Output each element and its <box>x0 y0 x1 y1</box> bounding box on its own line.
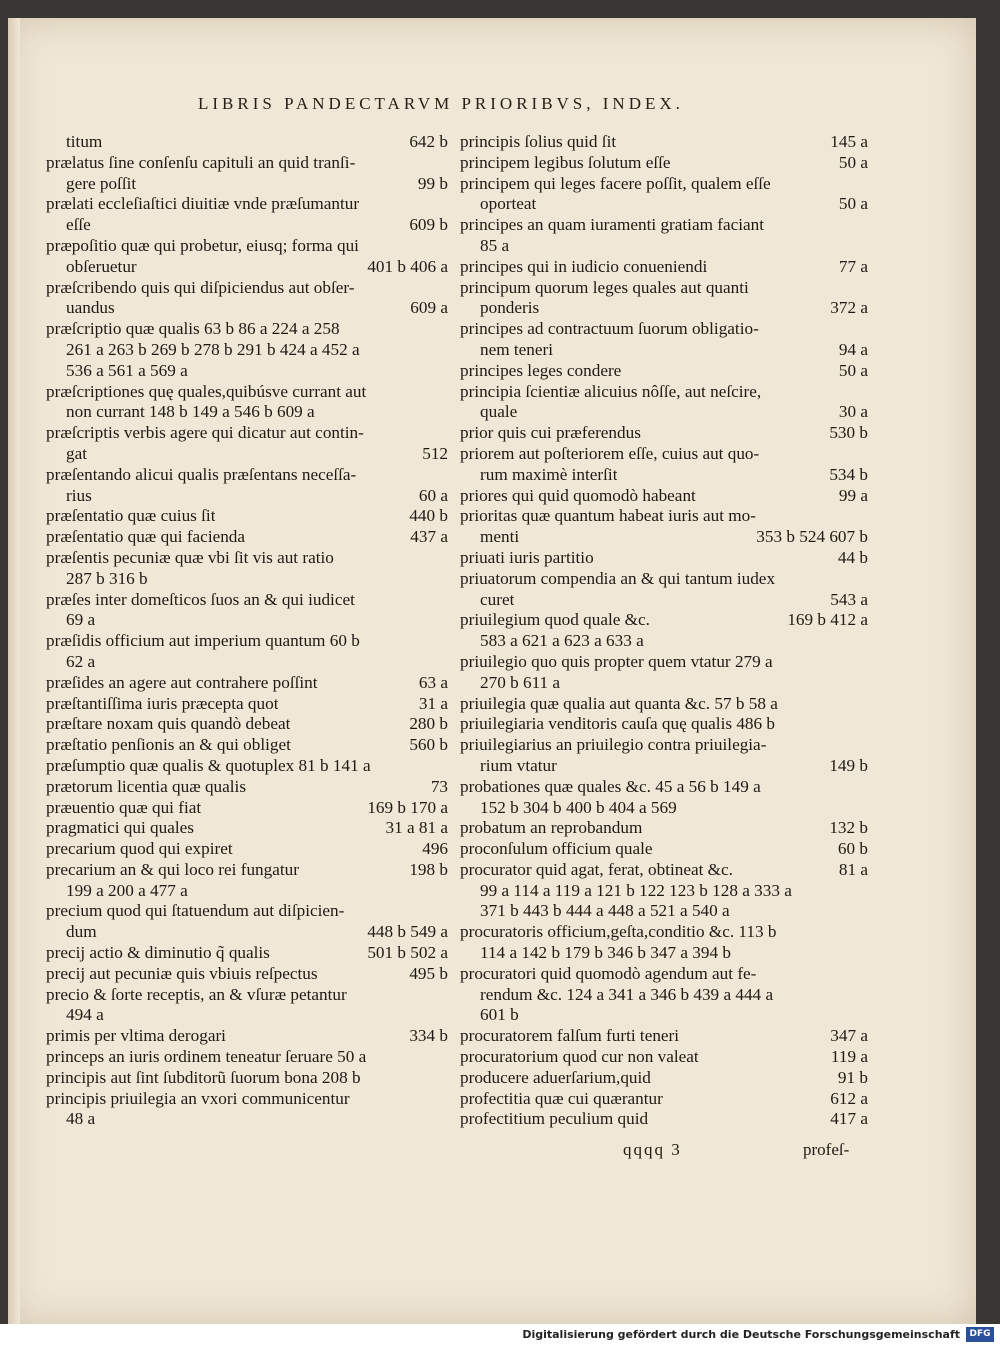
entry-text: prætorum licentia quæ qualis <box>46 776 247 796</box>
book-page <box>8 18 976 1324</box>
entry-text: principis ſolius quid ſit <box>460 132 617 151</box>
index-entry <box>460 590 868 611</box>
index-entry <box>46 673 448 694</box>
entry-text: oporteat <box>480 194 537 214</box>
index-entry <box>460 548 868 569</box>
entry-text: 48 a <box>66 1109 96 1129</box>
left-column <box>46 132 448 1130</box>
entry-text: præuentio quæ qui fiat <box>46 797 202 817</box>
index-entry <box>46 1068 448 1089</box>
index-entry <box>460 423 868 444</box>
entry-text: profectitia quæ cui quærantur <box>460 1088 663 1108</box>
entry-reference <box>862 798 868 819</box>
entry-text: uandus <box>66 298 115 318</box>
entry-reference: 50 a <box>838 194 868 214</box>
index-entry <box>460 236 868 257</box>
entry-text: principes qui in iudicio conueniendi <box>460 256 708 276</box>
entry-reference <box>442 402 448 423</box>
entry-text: præſides an agere aut contrahere poſſint <box>46 672 318 692</box>
entry-text: 601 b <box>480 1005 519 1025</box>
entry-text: priuilegio quo quis propter quem vtatur 279 a <box>460 651 773 671</box>
entry-text: principes leges condere <box>460 360 622 380</box>
entry-reference: 417 a <box>830 1109 868 1129</box>
entry-text: rum maximè interſit <box>480 464 618 484</box>
entry-text: non currant 148 b 149 a 546 b 609 a <box>66 402 315 422</box>
entry-text: gere poſſit <box>66 173 137 193</box>
entry-text: precium quod qui ſtatuendum aut diſpicien- <box>46 901 345 921</box>
entry-reference <box>442 1089 448 1110</box>
catchword: profeſ- <box>803 1140 850 1159</box>
entry-text: producere aduerſarium,quid <box>460 1067 651 1087</box>
entry-text: precij actio & diminutio q̃ qualis <box>46 943 270 963</box>
index-entry <box>460 194 868 215</box>
index-entry <box>46 839 448 860</box>
entry-reference <box>862 714 868 735</box>
entry-text: principes ad contractuum ſuorum obligatio- <box>460 319 759 339</box>
index-entry <box>460 132 868 153</box>
entry-text: 287 b 316 b <box>66 568 148 588</box>
index-entry <box>460 319 868 340</box>
entry-text: præſentatio quæ qui facienda <box>46 527 246 547</box>
entry-text: nem teneri <box>480 339 554 359</box>
entry-reference: 560 b <box>409 735 448 755</box>
entry-reference <box>442 153 448 174</box>
entry-reference <box>442 423 448 444</box>
index-entry <box>460 257 868 278</box>
index-entry <box>460 673 868 694</box>
index-entry <box>460 818 868 839</box>
index-entry <box>460 465 868 486</box>
entry-reference: 347 a <box>830 1026 868 1046</box>
entry-text: præſcriptiones quę quales,quibúsve currant aut <box>46 381 367 401</box>
index-entry <box>460 652 868 673</box>
entry-text: 494 a <box>66 1005 104 1025</box>
entry-reference <box>862 278 868 299</box>
index-entry <box>46 985 448 1006</box>
entry-text: præſentis pecuniæ quæ vbi ſit vis aut ratio <box>46 547 334 567</box>
index-entry <box>460 943 868 964</box>
entry-text: princeps an iuris ordinem teneatur ſeruare 50 a <box>46 1047 367 1067</box>
entry-text: 69 a <box>66 610 96 630</box>
index-entry <box>460 839 868 860</box>
index-entry <box>460 569 868 590</box>
entry-reference <box>442 194 448 215</box>
entry-reference: 77 a <box>838 256 868 276</box>
entry-reference: 99 a <box>838 485 868 505</box>
entry-reference: 280 b <box>409 714 448 734</box>
entry-text: 62 a <box>66 651 96 671</box>
index-entry <box>460 964 868 985</box>
right-column <box>460 132 868 1130</box>
entry-reference <box>442 361 448 382</box>
entry-reference <box>442 569 448 590</box>
entry-reference: 63 a <box>418 672 448 692</box>
entry-reference <box>442 756 448 777</box>
index-entry <box>460 1026 868 1047</box>
entry-reference <box>442 1068 448 1089</box>
index-entry <box>46 340 448 361</box>
entry-reference <box>442 340 448 361</box>
running-header: LIBRIS PANDECTARVM PRIORIBVS, INDEX. <box>198 94 684 113</box>
index-entry <box>460 382 868 403</box>
entry-text: 85 a <box>480 235 510 255</box>
index-entry <box>46 1005 448 1026</box>
entry-text: 99 a 114 a 119 a 121 b 122 123 b 128 a 333 a <box>480 880 792 900</box>
index-entry <box>46 361 448 382</box>
entry-reference <box>862 901 868 922</box>
entry-text: præpoſitio quæ qui probetur, eiusq; forma qui <box>46 235 359 255</box>
entry-reference: 50 a <box>838 152 868 172</box>
entry-text: prior quis cui præferendus <box>460 423 641 443</box>
entry-text: priuilegium quod quale &c. <box>460 610 650 630</box>
entry-reference <box>442 382 448 403</box>
index-entry <box>460 860 868 881</box>
dfg-logo: DFG <box>966 1327 994 1342</box>
entry-reference: 31 a 81 a <box>385 818 448 838</box>
index-entry <box>46 153 448 174</box>
entry-text: priuilegiarius an priuilegio contra priuilegia- <box>460 735 767 755</box>
entry-text: profectitium peculium quid <box>460 1109 649 1129</box>
entry-reference <box>442 901 448 922</box>
entry-text: procurator quid agat, ferat, obtineat &c. <box>460 859 733 879</box>
entry-text: principia ſcientiæ alicuius nôſſe, aut neſcire, <box>460 381 762 401</box>
entry-text: pragmatici qui quales <box>46 818 194 838</box>
index-entry <box>460 1089 868 1110</box>
entry-reference: 198 b <box>409 859 448 879</box>
entry-reference: 609 a <box>410 298 448 318</box>
entry-text: menti <box>480 527 520 547</box>
index-entry <box>460 735 868 756</box>
index-entry <box>460 486 868 507</box>
index-entry <box>46 527 448 548</box>
index-entry <box>460 527 868 548</box>
index-entry <box>460 298 868 319</box>
entry-text: probatum an reprobandum <box>460 818 643 838</box>
index-entry <box>460 361 868 382</box>
entry-reference: 31 a <box>418 693 448 713</box>
index-entry <box>46 694 448 715</box>
index-entry <box>46 1026 448 1047</box>
entry-reference: 145 a <box>830 132 868 151</box>
entry-reference <box>442 1109 448 1130</box>
index-entry <box>460 402 868 423</box>
index-entry <box>46 215 448 236</box>
index-entry <box>46 714 448 735</box>
index-entry <box>46 943 448 964</box>
entry-reference <box>862 922 868 943</box>
entry-text: priuati iuris partitio <box>460 547 594 567</box>
entry-text: primis per vltima derogari <box>46 1026 226 1046</box>
index-entry <box>46 382 448 403</box>
index-entry <box>460 1047 868 1068</box>
index-entry <box>46 298 448 319</box>
entry-reference: 440 b <box>409 506 448 526</box>
entry-text: præſtare noxam quis quandò debeat <box>46 714 291 734</box>
entry-text: titum <box>66 132 103 151</box>
entry-reference <box>862 631 868 652</box>
index-entry <box>46 818 448 839</box>
entry-text: priuilegiaria venditoris cauſa quę qualis 486 b <box>460 714 776 734</box>
entry-reference: 169 b 412 a <box>787 610 868 630</box>
index-entry <box>46 901 448 922</box>
entry-text: curet <box>480 589 515 609</box>
entry-reference: 30 a <box>838 402 868 422</box>
index-entry <box>46 652 448 673</box>
entry-reference <box>862 652 868 673</box>
entry-reference <box>862 1005 868 1026</box>
entry-reference: 94 a <box>838 339 868 359</box>
index-entry <box>460 610 868 631</box>
entry-text: precij aut pecuniæ quis vbiuis reſpectus <box>46 963 318 983</box>
index-entry <box>46 1047 448 1068</box>
entry-reference: 501 b 502 a <box>367 943 448 963</box>
entry-reference <box>862 964 868 985</box>
entry-reference <box>862 735 868 756</box>
entry-text: probationes quæ quales &c. 45 a 56 b 149 a <box>460 776 761 796</box>
entry-reference <box>442 319 448 340</box>
entry-reference <box>862 777 868 798</box>
index-entry <box>46 506 448 527</box>
entry-reference: 609 b <box>409 215 448 235</box>
entry-reference <box>442 590 448 611</box>
index-entry <box>460 881 868 902</box>
entry-reference <box>442 1047 448 1068</box>
entry-reference <box>862 569 868 590</box>
entry-reference: 81 a <box>838 859 868 879</box>
entry-reference: 401 b 406 a <box>367 256 448 276</box>
entry-reference: 353 b 524 607 b <box>756 527 868 547</box>
entry-reference <box>862 694 868 715</box>
entry-text: proconſulum officium quale <box>460 839 653 859</box>
index-entry <box>46 194 448 215</box>
entry-text: precarium quod qui expiret <box>46 839 233 859</box>
entry-text: 261 a 263 b 269 b 278 b 291 b 424 a 452 a <box>66 339 360 359</box>
entry-reference: 496 <box>422 839 448 859</box>
index-entry <box>46 278 448 299</box>
entry-text: procuratoris officium,geſta,conditio &c. 113 b <box>460 922 777 942</box>
index-entry <box>460 798 868 819</box>
index-entry <box>460 215 868 236</box>
entry-text: prælatus ſine conſenſu capituli an quid tranſi- <box>46 152 356 172</box>
entry-text: quale <box>480 402 518 422</box>
entry-text: precarium an & qui loco rei fungatur <box>46 859 299 879</box>
entry-text: principis priuilegia an vxori communicentur <box>46 1088 350 1108</box>
entry-reference: 60 a <box>418 485 448 505</box>
entry-text: præſes inter domeſticos ſuos an & qui iudicet <box>46 589 355 609</box>
signature-mark: qqqq 3 <box>623 1140 682 1159</box>
entry-text: gat <box>66 443 87 463</box>
entry-text: priuilegia quæ qualia aut quanta &c. 57 b 58 a <box>460 693 778 713</box>
entry-text: priuatorum compendia an & qui tantum iudex <box>460 568 776 588</box>
entry-reference: 437 a <box>410 527 448 547</box>
entry-text: precio & ſorte receptis, an & vſuræ petantur <box>46 984 347 1004</box>
entry-text: præſcribendo quis qui diſpiciendus aut obſer- <box>46 277 355 297</box>
entry-text: principem qui leges facere poſſit, qualem eſſe <box>460 173 771 193</box>
entry-reference <box>862 174 868 195</box>
index-entry <box>46 735 448 756</box>
index-entry <box>46 236 448 257</box>
entry-text: priorem aut poſteriorem eſſe, cuius aut quo- <box>460 443 760 463</box>
entry-text: 199 a 200 a 477 a <box>66 880 188 900</box>
entry-reference <box>862 506 868 527</box>
index-entry <box>460 174 868 195</box>
index-entry <box>46 631 448 652</box>
entry-text: procuratori quid quomodò agendum aut fe- <box>460 963 757 983</box>
entry-text: rendum &c. 124 a 341 a 346 b 439 a 444 a <box>480 984 774 1004</box>
index-entry <box>460 777 868 798</box>
index-entry <box>46 1089 448 1110</box>
entry-reference <box>442 652 448 673</box>
entry-reference <box>442 465 448 486</box>
index-entry <box>46 257 448 278</box>
index-entry <box>460 985 868 1006</box>
entry-text: principes an quam iuramenti gratiam faciant <box>460 215 765 235</box>
entry-reference <box>442 548 448 569</box>
entry-reference: 119 a <box>830 1047 868 1067</box>
entry-text: rium vtatur <box>480 755 557 775</box>
index-entry <box>460 922 868 943</box>
entry-reference: 149 b <box>829 755 868 775</box>
entry-reference <box>862 943 868 964</box>
entry-text: præſentatio quæ cuius ſit <box>46 506 216 526</box>
index-entry <box>460 506 868 527</box>
index-entry <box>46 319 448 340</box>
entry-text: priores qui quid quomodò habeant <box>460 485 696 505</box>
entry-text: 536 a 561 a 569 a <box>66 360 188 380</box>
index-entry <box>46 1109 448 1130</box>
index-entry <box>46 548 448 569</box>
index-entry <box>46 444 448 465</box>
entry-reference <box>442 236 448 257</box>
entry-text: præſidis officium aut imperium quantum 60 b <box>46 631 360 651</box>
index-entry <box>46 465 448 486</box>
index-entry <box>46 132 448 153</box>
index-entry <box>46 486 448 507</box>
entry-text: procuratorem falſum furti teneri <box>460 1026 680 1046</box>
entry-reference <box>442 881 448 902</box>
entry-text: 152 b 304 b 400 b 404 a 569 <box>480 797 677 817</box>
index-entry <box>460 153 868 174</box>
index-entry <box>46 756 448 777</box>
entry-text: præſcriptis verbis agere qui dicatur aut contin- <box>46 423 364 443</box>
entry-reference: 448 b 549 a <box>367 922 448 942</box>
entry-text: dum <box>66 922 97 942</box>
entry-reference <box>862 215 868 236</box>
entry-reference: 91 b <box>837 1067 868 1087</box>
entry-reference: 612 a <box>830 1088 868 1108</box>
page-edge <box>8 18 20 1324</box>
entry-reference <box>862 673 868 694</box>
index-entry <box>460 1005 868 1026</box>
entry-reference: 99 b <box>417 173 448 193</box>
credit-bar <box>0 1324 1000 1347</box>
entry-text: prioritas quæ quantum habeat iuris aut mo- <box>460 506 756 526</box>
entry-text: procuratorium quod cur non valeat <box>460 1047 699 1067</box>
entry-text: obſeruetur <box>66 256 137 276</box>
index-entry <box>460 444 868 465</box>
entry-reference <box>442 278 448 299</box>
index-entry <box>46 174 448 195</box>
entry-reference: 543 a <box>830 589 868 609</box>
entry-reference: 50 a <box>838 360 868 380</box>
index-entry <box>460 694 868 715</box>
index-entry <box>46 610 448 631</box>
entry-reference: 530 b <box>829 423 868 443</box>
index-entry <box>46 569 448 590</box>
entry-reference: 73 <box>430 776 448 796</box>
entry-text: præſumptio quæ qualis & quotuplex 81 b 141 a <box>46 755 371 775</box>
entry-text: præſtatio penſionis an & qui obliget <box>46 735 291 755</box>
entry-reference <box>442 610 448 631</box>
entry-text: rius <box>66 485 92 505</box>
entry-text: 270 b 611 a <box>480 672 561 692</box>
entry-reference: 534 b <box>829 464 868 484</box>
entry-reference <box>442 1005 448 1026</box>
entry-text: ponderis <box>480 298 540 318</box>
index-entry <box>460 1068 868 1089</box>
entry-text: 371 b 443 b 444 a 448 a 521 a 540 a <box>480 901 730 921</box>
entry-text: principis aut ſint ſubditorũ ſuorum bona 208 b <box>46 1067 361 1087</box>
entry-reference <box>862 319 868 340</box>
credit-text: Digitalisierung gefördert durch die Deutsche Forschungsgemeinschaft <box>522 1328 960 1341</box>
entry-text: præſentando alicui qualis præſentans neceſſa- <box>46 464 357 484</box>
entry-text: præſcriptio quæ qualis 63 b 86 a 224 a 258 <box>46 319 340 339</box>
entry-text: eſſe <box>66 215 91 235</box>
entry-reference <box>862 444 868 465</box>
index-entry <box>46 798 448 819</box>
entry-text: 114 a 142 b 179 b 346 b 347 a 394 b <box>480 943 731 963</box>
index-entry <box>46 964 448 985</box>
entry-reference: 132 b <box>829 818 868 838</box>
entry-reference: 169 b 170 a <box>367 797 448 817</box>
index-entry <box>46 860 448 881</box>
entry-reference <box>442 631 448 652</box>
index-entry <box>460 278 868 299</box>
index-entry <box>460 631 868 652</box>
entry-text: prælati eccleſiaſtici diuitiæ vnde præſumantur <box>46 194 360 214</box>
entry-text: principum quorum leges quales aut quanti <box>460 277 749 297</box>
entry-reference: 495 b <box>409 963 448 983</box>
entry-reference: 642 b <box>409 132 448 151</box>
entry-reference <box>862 881 868 902</box>
entry-reference: 44 b <box>837 547 868 567</box>
index-entry <box>46 590 448 611</box>
entry-text: principem legibus ſolutum eſſe <box>460 152 671 172</box>
index-entry <box>460 1109 868 1130</box>
index-entry <box>46 777 448 798</box>
index-entry <box>46 423 448 444</box>
index-entry <box>46 922 448 943</box>
entry-reference: 512 <box>422 443 448 463</box>
entry-reference: 60 b <box>837 839 868 859</box>
entry-text: 583 a 621 a 623 a 633 a <box>480 631 644 651</box>
entry-reference <box>862 985 868 1006</box>
entry-reference: 334 b <box>409 1026 448 1046</box>
page-footer <box>8 1140 976 1162</box>
entry-reference <box>442 985 448 1006</box>
index-entry <box>46 402 448 423</box>
entry-reference <box>862 236 868 257</box>
index-entry <box>460 714 868 735</box>
index-entry <box>460 340 868 361</box>
entry-text: præſtantiſſima iuris præcepta quot <box>46 693 279 713</box>
index-entry <box>460 756 868 777</box>
entry-reference: 372 a <box>830 298 868 318</box>
index-entry <box>46 881 448 902</box>
index-entry <box>460 901 868 922</box>
entry-reference <box>862 382 868 403</box>
